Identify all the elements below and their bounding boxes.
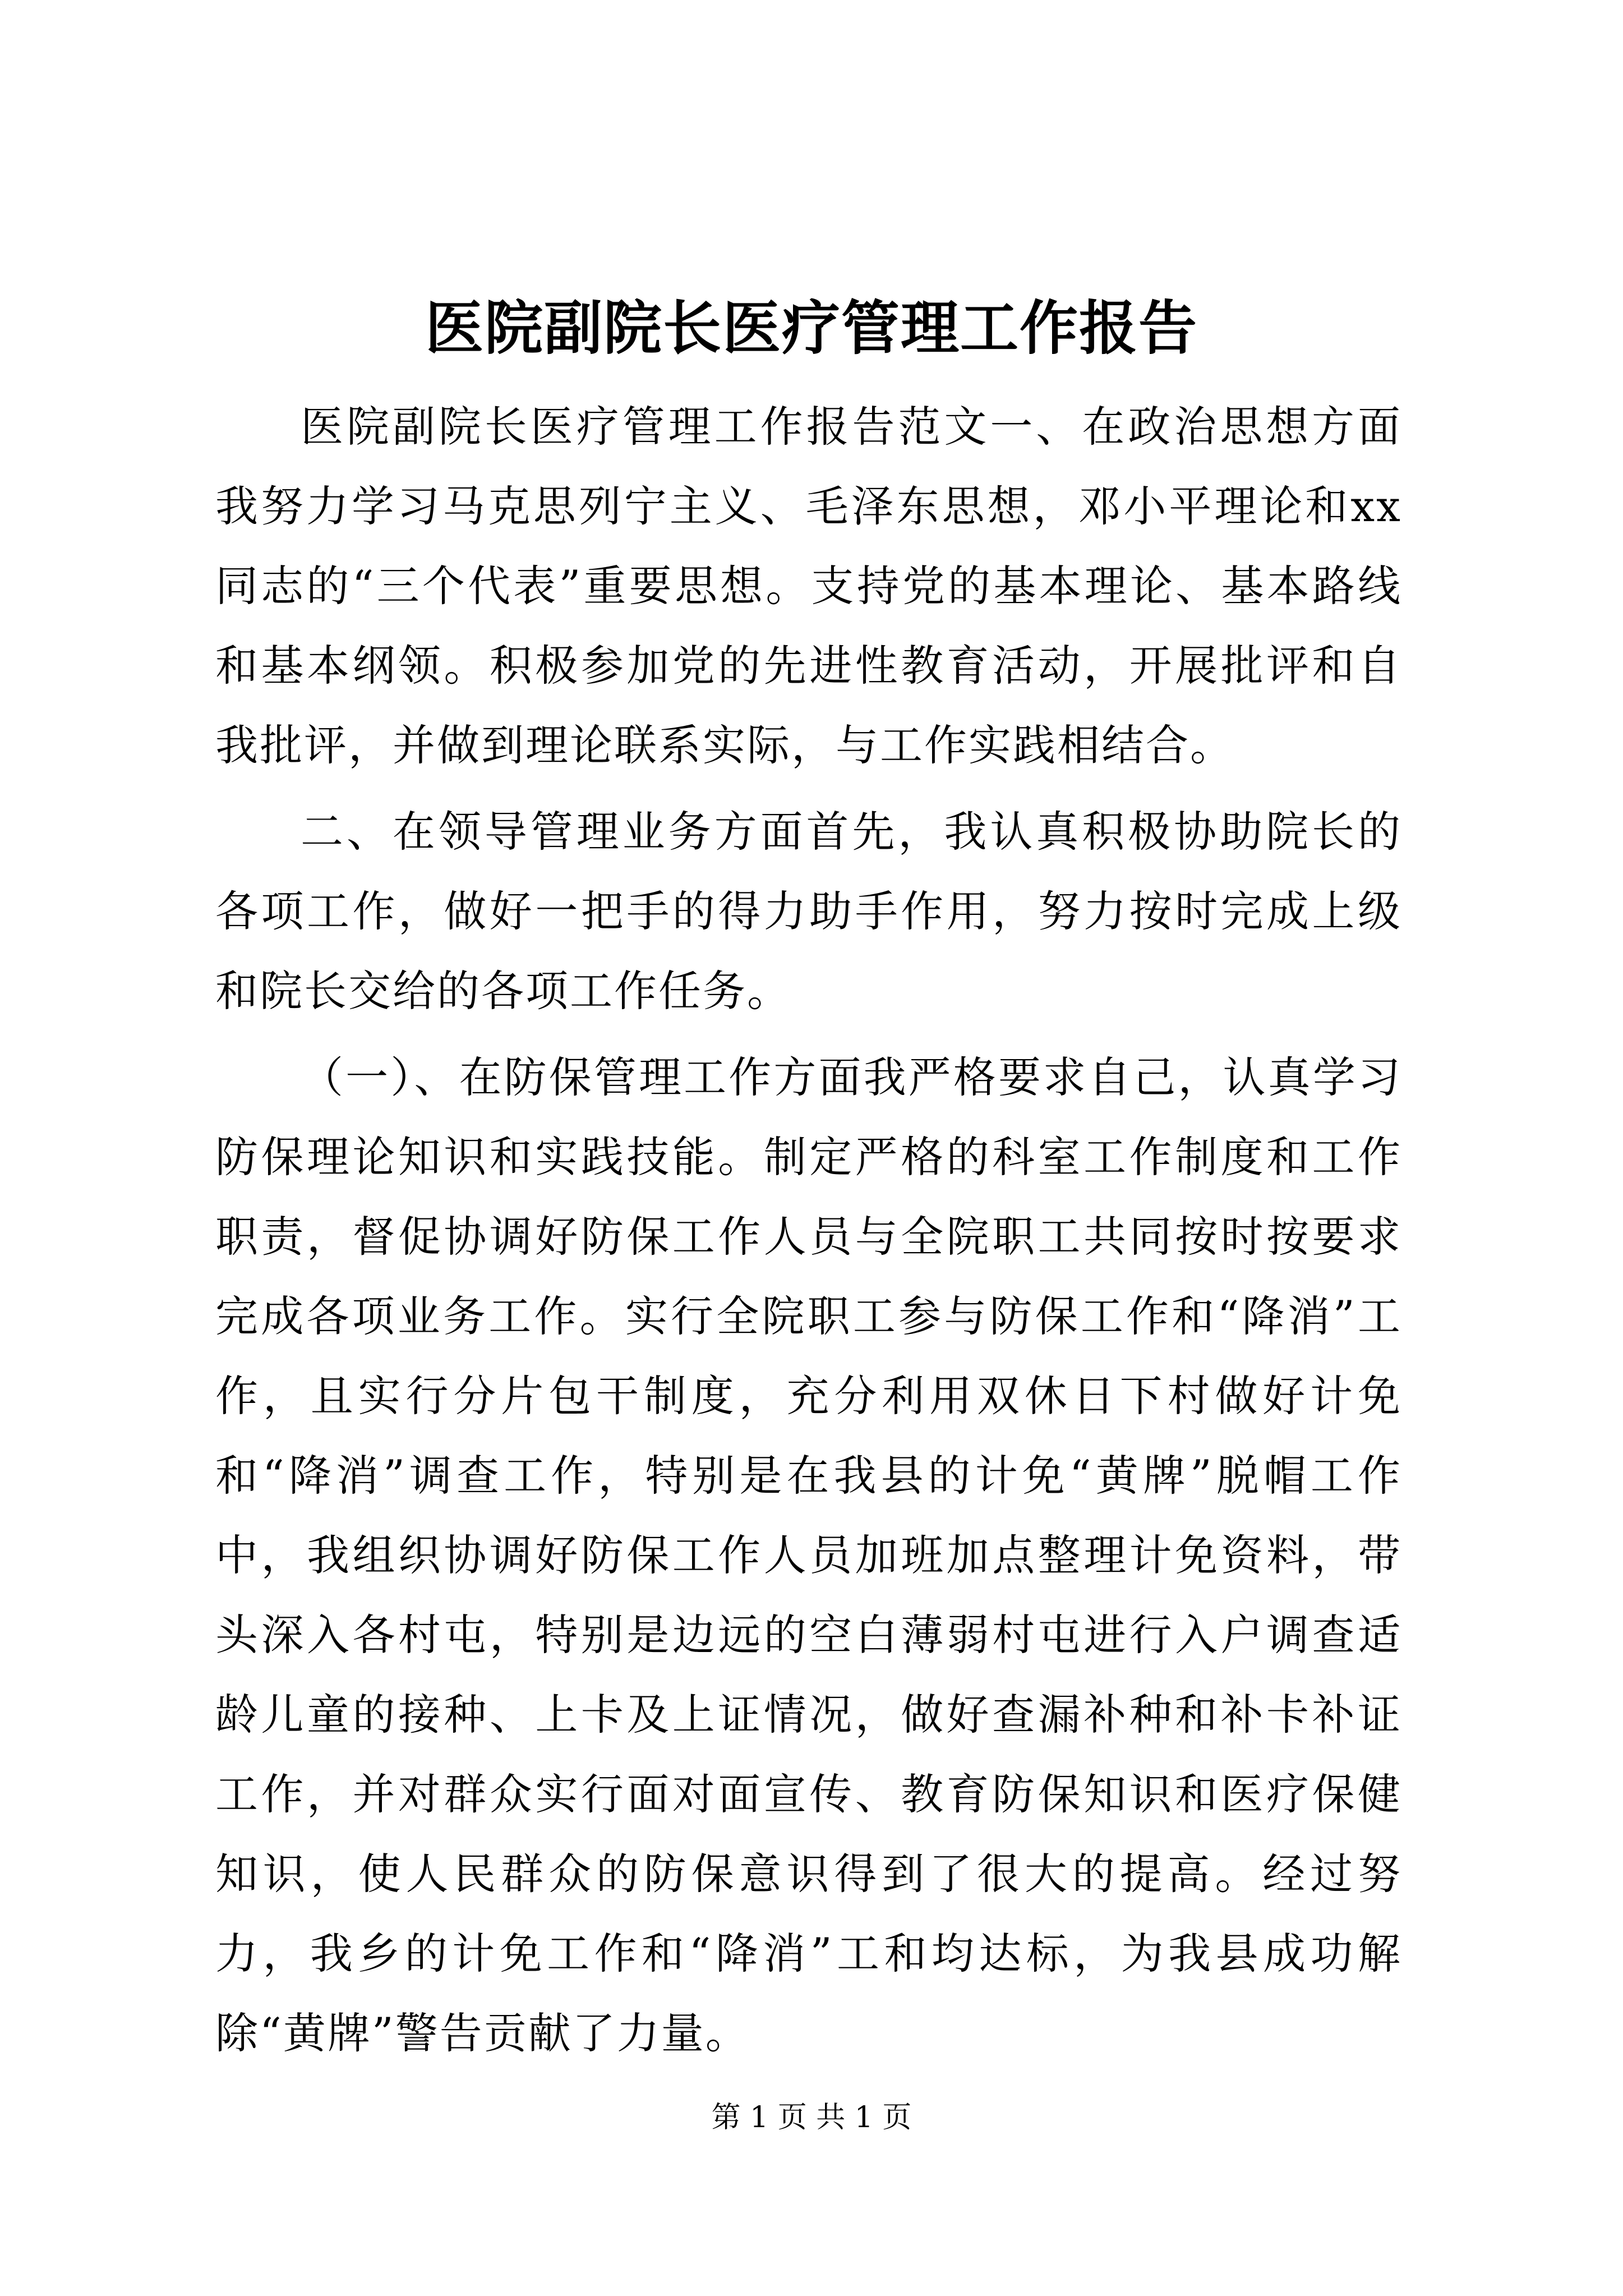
paragraph-2: 二、在领导管理业务方面首先，我认真积极协助院长的各项工作，做好一把手的得力助手作用，努力按时完成上级和院长交给的各项工作任务。 bbox=[215, 807, 1402, 1016]
paragraph-1: 医院副院长医疗管理工作报告范文一、在政治思想方面我努力学习马克思列宁主义、毛泽东思想，邓小平理论和xx同志的“三个代表”重要思想。支持党的基本理论、基本路线和基本纲领。积极参加党的先进性教育活动，开展批评和自我批评，并做到理论联系实际，与工作实践相结合。 bbox=[215, 402, 1402, 770]
paragraph-3: （一）、在防保管理工作方面我严格要求自己，认真学习防保理论知识和实践技能。制定严格的科室工作制度和工作职责，督促协调好防保工作人员与全院职工共同按时按要求完成各项业务工作。实行全院职工参与防保工作和“降消”工作，且实行分片包干制度，充分利用双休日下村做好计免和“降消”调查工作，特别是在我县的计免“黄牌”脱帽工作中，我组织协调好防保工作人员加班加点整理计免资料，带头深入各村屯，特别是边远的空白薄弱村屯进行入户调查适龄儿童的接种、上卡及上证情况，做好查漏补种和补卡补证工作，并对群众实行面对面宣传、教育防保知识和医疗保健知识，使人民群众的防保意识得到了很大的提高。经过努力，我乡的计免工作和“降消”工和均达标，为我县成功解除“黄牌”警告贡献了力量。 bbox=[215, 1052, 1402, 2058]
document-title: 医院副院长医疗管理工作报告 bbox=[425, 293, 1198, 362]
document-body bbox=[215, 387, 1402, 2073]
page-footer: 第 1 页 共 1 页 bbox=[711, 2101, 912, 2134]
